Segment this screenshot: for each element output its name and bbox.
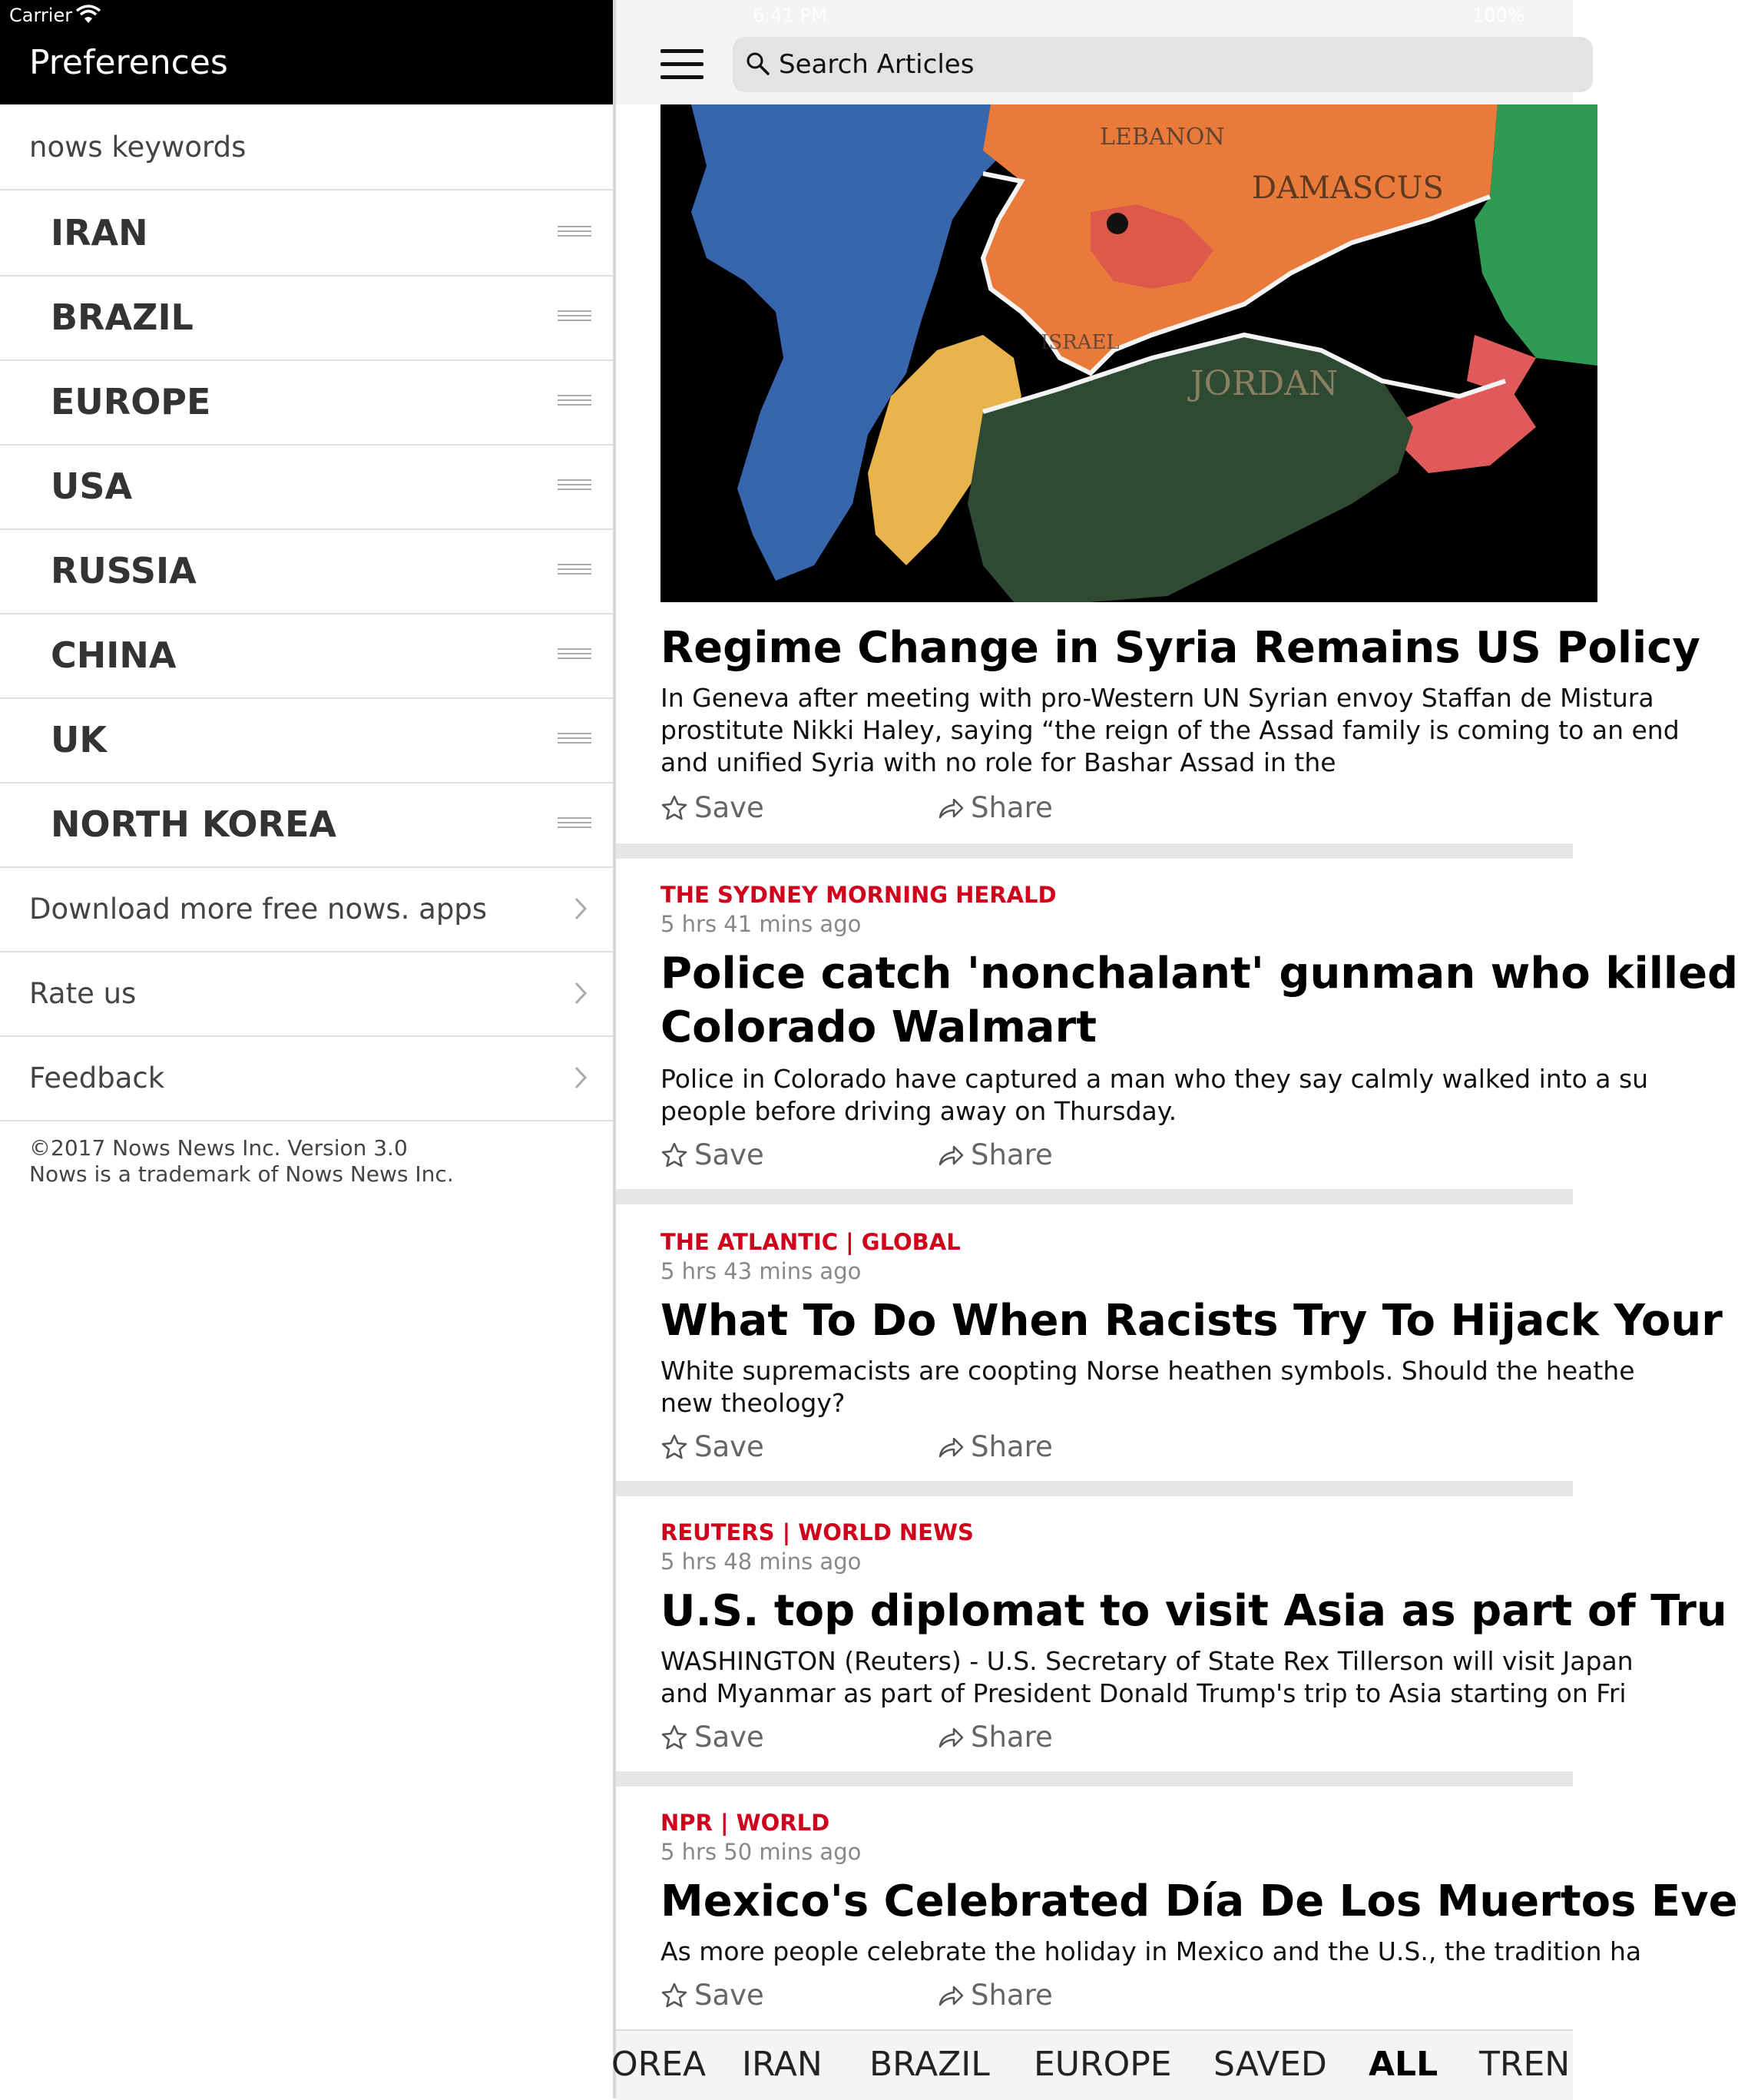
drag-handle-icon[interactable]	[558, 395, 591, 409]
share-icon	[937, 1433, 965, 1461]
preferences-panel	[0, 0, 613, 2098]
article-summary: and Myanmar as part of President Donald Trump's trip to Asia starting on Fri	[660, 1678, 1627, 1708]
preferences-header	[0, 0, 613, 104]
search-placeholder: Search Articles	[779, 49, 975, 80]
status-time: 6:41 PM	[753, 5, 827, 26]
drag-handle-icon[interactable]	[558, 733, 591, 747]
tab-all[interactable]: ALL	[1369, 2045, 1438, 2084]
rate-us-link[interactable]	[0, 951, 613, 1037]
article-separator	[616, 1189, 1573, 1204]
tab-iran[interactable]: IRAN	[742, 2045, 823, 2084]
article-headline[interactable]: Police catch 'nonchalant' gunman who killed	[660, 949, 1738, 999]
map-label-damascus: DAMASCUS	[1252, 171, 1444, 206]
star-icon	[660, 1724, 688, 1751]
article-headline[interactable]: U.S. top diplomat to visit Asia as part of Tru	[660, 1586, 1727, 1636]
article-source: NPR | WORLD	[660, 1810, 830, 1836]
copyright-text	[29, 1135, 454, 1187]
keyword-row-brazil[interactable]	[0, 275, 613, 361]
chevron-right-icon	[573, 1065, 590, 1091]
article-source: THE SYDNEY MORNING HERALD	[660, 882, 1057, 908]
map-label-israel: ISRAEL	[1041, 331, 1120, 354]
top-nav-bar	[616, 0, 1573, 104]
keywords-section-header	[0, 104, 613, 190]
share-icon	[937, 1724, 965, 1751]
article-summary: In Geneva after meeting with pro-Western UN Syrian envoy Staffan de Mistura	[660, 683, 1654, 713]
article-summary: As more people celebrate the holiday in Mexico and the U.S., the tradition ha	[660, 1936, 1642, 1966]
save-label: Save	[694, 1721, 764, 1754]
share-button[interactable]	[937, 1979, 1053, 2012]
keyword-label: BRAZIL	[51, 296, 194, 338]
star-icon	[660, 1982, 688, 2009]
keyword-row-uk[interactable]	[0, 697, 613, 783]
carrier-label: Carrier	[9, 5, 73, 26]
share-label: Share	[971, 1430, 1053, 1463]
share-icon	[937, 1982, 965, 2009]
syria-map-image	[660, 104, 1597, 602]
article-summary: prostitute Nikki Haley, saying “the reign of the Assad family is coming to an end	[660, 715, 1680, 745]
keyword-row-china[interactable]	[0, 613, 613, 699]
tab-europe[interactable]: EUROPE	[1034, 2045, 1172, 2084]
share-button[interactable]	[937, 1430, 1053, 1463]
star-icon	[660, 1141, 688, 1169]
keyword-row-iran[interactable]	[0, 190, 613, 277]
share-icon	[937, 794, 965, 822]
share-icon	[937, 1141, 965, 1169]
article-summary: White supremacists are coopting Norse heathen symbols. Should the heathe	[660, 1356, 1635, 1386]
save-label: Save	[694, 791, 764, 824]
article-timestamp: 5 hrs 41 mins ago	[660, 911, 862, 937]
share-label: Share	[971, 1979, 1053, 2012]
link-label: Download more free nows. apps	[29, 893, 488, 926]
keyword-row-north-korea[interactable]	[0, 782, 613, 868]
article-timestamp: 5 hrs 43 mins ago	[660, 1258, 862, 1284]
article-hero-image[interactable]	[660, 104, 1597, 602]
tab-saved[interactable]: SAVED	[1213, 2045, 1327, 2084]
keyword-label: EUROPE	[51, 381, 211, 422]
tab-brazil[interactable]: BRAZIL	[869, 2045, 990, 2084]
drag-handle-icon[interactable]	[558, 564, 591, 578]
drag-handle-icon[interactable]	[558, 310, 591, 324]
drag-handle-icon[interactable]	[558, 226, 591, 240]
feedback-link[interactable]	[0, 1035, 613, 1121]
save-label: Save	[694, 1138, 764, 1171]
drag-handle-icon[interactable]	[558, 648, 591, 662]
article-summary: people before driving away on Thursday.	[660, 1096, 1177, 1126]
article-timestamp: 5 hrs 48 mins ago	[660, 1549, 862, 1575]
article-separator	[616, 843, 1573, 859]
map-label-jordan: JORDAN	[1190, 364, 1339, 403]
keyword-label: CHINA	[51, 634, 177, 676]
chevron-right-icon	[573, 896, 590, 922]
article-separator	[616, 1481, 1573, 1496]
search-input[interactable]	[733, 37, 1593, 92]
keyword-row-usa[interactable]	[0, 444, 613, 530]
article-headline[interactable]: What To Do When Racists Try To Hijack Your	[660, 1296, 1723, 1346]
share-label: Share	[971, 1721, 1053, 1754]
star-icon	[660, 794, 688, 822]
share-label: Share	[971, 791, 1053, 824]
search-icon	[745, 51, 771, 77]
article-headline[interactable]: Regime Change in Syria Remains US Policy	[660, 623, 1700, 673]
menu-icon[interactable]	[660, 49, 703, 80]
status-battery: 100%	[1472, 5, 1525, 26]
article-separator	[616, 1771, 1573, 1787]
keyword-row-europe[interactable]	[0, 359, 613, 446]
article-source: THE ATLANTIC | GLOBAL	[660, 1229, 961, 1255]
article-summary: Police in Colorado have captured a man who they say calmly walked into a su	[660, 1064, 1649, 1094]
share-button[interactable]	[937, 1721, 1053, 1754]
article-summary: and unified Syria with no role for Bashar Assad in the	[660, 747, 1336, 777]
trademark-line: Nows is a trademark of Nows News Inc.	[29, 1161, 454, 1187]
map-label-lebanon: LEBANON	[1100, 124, 1225, 151]
news-feed	[611, 0, 1738, 2098]
save-button[interactable]	[660, 1430, 764, 1463]
article-summary: new theology?	[660, 1388, 846, 1418]
save-button[interactable]	[660, 1979, 764, 2012]
drag-handle-icon[interactable]	[558, 479, 591, 493]
article-timestamp: 5 hrs 50 mins ago	[660, 1839, 862, 1865]
wifi-icon	[75, 5, 101, 25]
article-source: REUTERS | WORLD NEWS	[660, 1519, 974, 1545]
share-button[interactable]	[937, 1138, 1053, 1171]
copyright-line: ©2017 Nows News Inc. Version 3.0	[29, 1135, 408, 1161]
star-icon	[660, 1433, 688, 1461]
article-headline[interactable]: Mexico's Celebrated Día De Los Muertos Eve	[660, 1876, 1738, 1926]
article-summary: WASHINGTON (Reuters) - U.S. Secretary of State Rex Tillerson will visit Japan	[660, 1646, 1634, 1676]
tab-trending[interactable]: TREN	[1479, 2045, 1571, 2084]
keyword-row-russia[interactable]	[0, 528, 613, 614]
save-label: Save	[694, 1430, 764, 1463]
keywords-header-label: nows keywords	[29, 131, 247, 164]
save-button[interactable]	[660, 1721, 764, 1754]
category-tab-bar	[611, 2029, 1573, 2100]
keyword-label: NORTH KOREA	[51, 803, 336, 845]
page-title: Preferences	[29, 43, 228, 82]
keyword-label: IRAN	[51, 212, 148, 253]
download-apps-link[interactable]	[0, 866, 613, 952]
link-label: Feedback	[29, 1062, 165, 1095]
drag-handle-icon[interactable]	[558, 817, 591, 831]
save-label: Save	[694, 1979, 764, 2012]
keyword-label: RUSSIA	[51, 550, 197, 591]
save-button[interactable]	[660, 791, 764, 824]
tab-north-korea[interactable]: OREA	[611, 2045, 707, 2084]
share-label: Share	[971, 1138, 1053, 1171]
save-button[interactable]	[660, 1138, 764, 1171]
keyword-label: USA	[51, 465, 133, 507]
keyword-label: UK	[51, 719, 107, 760]
article-headline[interactable]: Colorado Walmart	[660, 1002, 1097, 1052]
share-button[interactable]	[937, 791, 1053, 824]
chevron-right-icon	[573, 980, 590, 1006]
link-label: Rate us	[29, 977, 137, 1010]
